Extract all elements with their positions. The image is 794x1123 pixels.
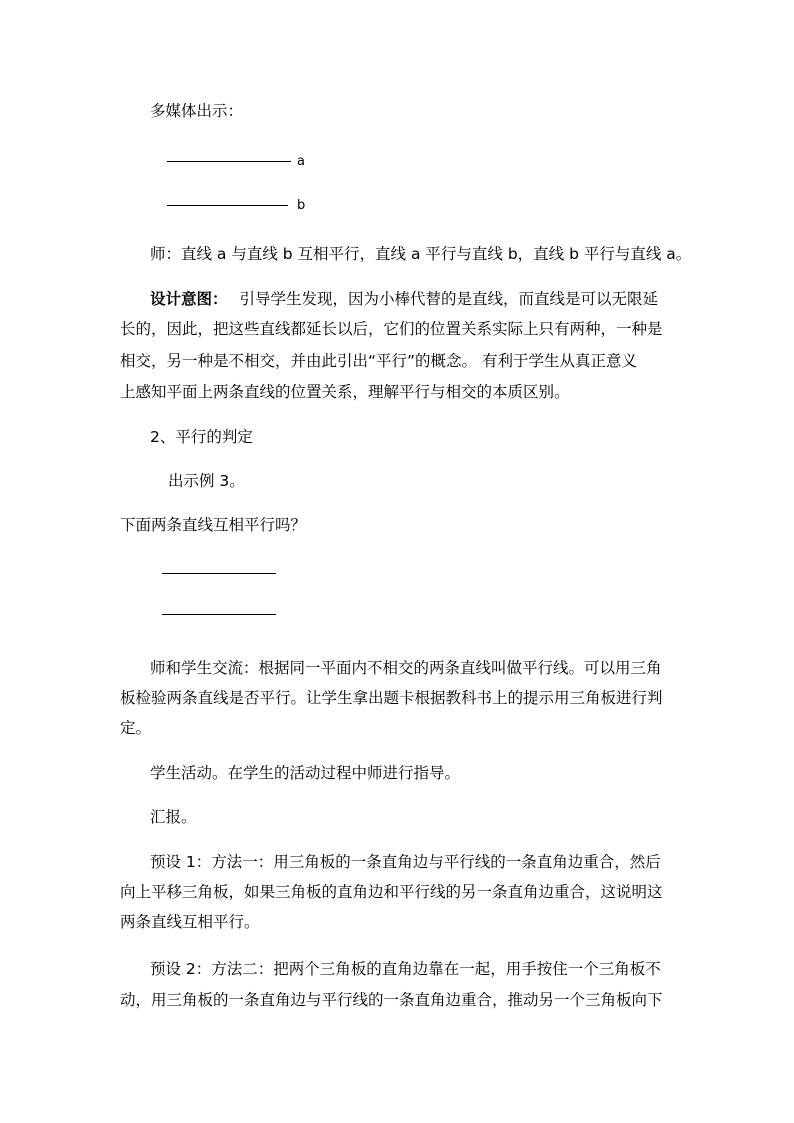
- preset-1-line-1: 预设 1：方法一：用三角板的一条直角边与平行线的一条直角边重合，然后: [150, 853, 661, 871]
- line-a: [167, 161, 291, 162]
- line-b: [167, 205, 288, 206]
- report-text: 汇报。: [150, 808, 197, 826]
- design-intent-line-1: 引导学生发现，因为小棒代替的是直线，而直线是可以无限延: [239, 290, 659, 308]
- line-upper: [162, 573, 276, 574]
- preset-1-line-3: 两条直线互相平行。: [120, 913, 260, 931]
- preset-2-line-1: 预设 2：方法二：把两个三角板的直角边靠在一起，用手按住一个三角板不: [150, 960, 661, 978]
- preset-1-line-2: 向上平移三角板，如果三角板的直角边和平行线的另一条直角边重合，这说明这: [120, 883, 663, 901]
- preset-2-line-2: 动，用三角板的一条直角边与平行线的一条直角边重合，推动另一个三角板向下: [120, 991, 663, 1009]
- line-b-label: b: [297, 198, 306, 213]
- design-intent-line-2: 长的，因此，把这些直线都延长以后，它们的位置关系实际上只有两种，一种是: [120, 320, 663, 338]
- example-3-text: 出示例 3。: [168, 472, 245, 490]
- section-heading-parallel-judgment: 2、平行的判定: [150, 428, 253, 446]
- exchange-line-3: 定。: [120, 719, 152, 737]
- design-intent-line-3: 相交，另一种是不相交，并由此引出“平行”的概念。 有利于学生从真正意义: [120, 352, 637, 370]
- question-text: 下面两条直线互相平行吗？: [120, 516, 307, 534]
- line-a-label: a: [297, 154, 305, 169]
- teacher-statement: 师：直线 a 与直线 b 互相平行，直线 a 平行与直线 b，直线 b 平行与直线 a。: [150, 245, 692, 263]
- multimedia-show-text: 多媒体出示：: [150, 102, 244, 120]
- design-intent-label: 设计意图：: [150, 290, 228, 308]
- line-lower: [162, 614, 276, 615]
- student-activity-text: 学生活动。在学生的活动过程中师进行指导。: [150, 764, 461, 782]
- design-intent-line-4: 上感知平面上两条直线的位置关系，理解平行与相交的本质区别。: [120, 383, 570, 401]
- design-intent-first-line: [150, 290, 658, 308]
- exchange-line-2: 板检验两条直线是否平行。让学生拿出题卡根据教科书上的提示用三角板进行判: [120, 689, 663, 707]
- exchange-line-1: 师和学生交流：根据同一平面内不相交的两条直线叫做平行线。可以用三角: [150, 659, 662, 677]
